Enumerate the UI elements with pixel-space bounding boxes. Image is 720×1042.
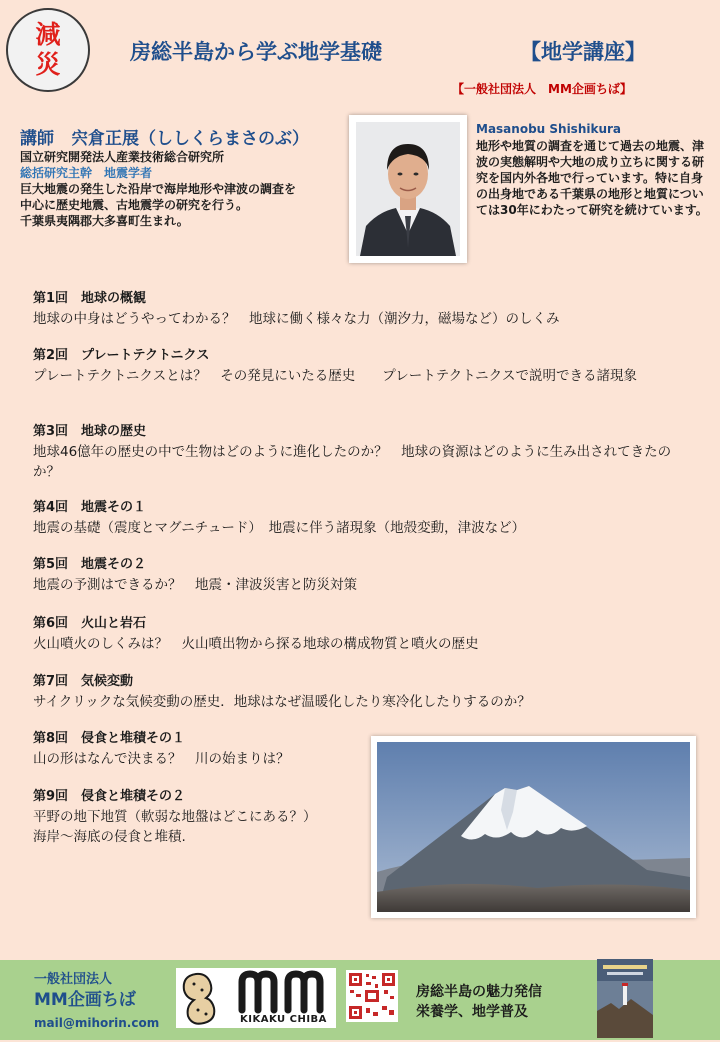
person-photo-icon (356, 122, 460, 256)
lecturer-affiliation: 国立研究開発法人産業技術総合研究所 (20, 150, 225, 164)
lecture-description: 地震の予測はできるか？ 地震・津波災害と防災対策 (33, 577, 357, 593)
disaster-badge (6, 8, 90, 92)
lecture-description: 地球の中身はどうやってわかる？ 地球に働く様々な力（潮汐力，磁場など）のしくみ (33, 311, 560, 327)
list-item (33, 555, 683, 595)
footer-tagline-1: 房総半島の魅力発信 (416, 984, 542, 1000)
lecture-title: 第7回 気候変動 (33, 674, 134, 689)
list-item (33, 672, 683, 712)
lecturer-bio-line-3: 千葉県夷隅郡大多喜町生まれ。 (20, 214, 189, 228)
mountain-photo (371, 736, 696, 918)
lecturer-heading: 講師 宍倉正展（ししくらまさのぶ） (20, 129, 309, 149)
footer-tagline-2: 栄養学、地学普及 (416, 1004, 528, 1020)
lecture-description: 地球46億年の歴史の中で生物はどのように進化したのか？ 地球の資源はどのように生み出されてきたのか？ (33, 444, 672, 480)
organizer-label: 【一般社団法人 MM企画ちば】 (452, 82, 632, 96)
list-item (33, 498, 683, 538)
lecture-description: 火山噴火のしくみは？ 火山噴出物から探る地球の構成物質と噴火の歴史 (33, 636, 479, 652)
list-item (33, 422, 683, 482)
book-cover (597, 959, 653, 1038)
lecturer-profile: 地形や地質の調査を通じて過去の地震、津波の実態解明や大地の成り立ちに関する研究を国内外各地で行っています。特に自身の出身地である千葉県の地形と地質については30年にわたって研究を続けています。 (476, 139, 708, 217)
lecturer-english-name: Masanobu Shishikura (476, 122, 622, 136)
lecturer-bio-line-1: 巨大地震の発生した沿岸で海岸地形や津波の調査を (20, 182, 297, 196)
footer-org-name: MM企画ちば (34, 990, 136, 1010)
list-item (33, 346, 683, 386)
qr-code-icon (346, 970, 398, 1022)
logo-text: KIKAKU CHIBA (240, 1014, 327, 1025)
lecture-title: 第3回 地球の歴史 (33, 424, 147, 439)
lecture-description: サイクリックな気候変動の歴史．地球はなぜ温暖化したり寒冷化したりするのか？ (33, 694, 531, 710)
list-item (33, 729, 363, 769)
list-item (33, 289, 683, 329)
lecture-title: 第4回 地震その１ (33, 500, 147, 515)
badge-char-1: 減 (35, 20, 61, 49)
page-title: 房総半島から学ぶ地学基礎 (130, 40, 382, 64)
footer-org-type: 一般社団法人 (34, 972, 113, 987)
lecture-description: 山の形はなんで決まる？ 川の始まりは？ (33, 751, 290, 767)
lecturer-photo (349, 115, 467, 263)
lecturer-position: 総括研究主幹 地震学者 (20, 166, 153, 180)
mm-logo (176, 968, 336, 1028)
lecture-title: 第5回 地震その２ (33, 557, 147, 572)
lecture-title: 第1回 地球の概観 (33, 291, 147, 306)
footer-email-link[interactable]: mail@mihorin.com (34, 1016, 160, 1030)
lecture-description: プレートテクトニクスとは？ その発見にいたる歴史 プレートテクトニクスで説明できる諸現象 (33, 368, 637, 384)
lecture-title: 第9回 侵食と堆積その２ (33, 789, 186, 804)
lecture-description: 地震の基礎（震度とマグニチュード） 地震に伴う諸現象（地殻変動，津波など） (33, 520, 526, 536)
lecture-description: 平野の地下地質（軟弱な地盤はどこにある？） 海岸～海底の侵食と堆積. (33, 809, 317, 845)
course-label: 【地学講座】 (520, 40, 646, 64)
qr-code[interactable] (346, 970, 398, 1022)
list-item (33, 614, 683, 654)
badge-char-2: 災 (35, 50, 61, 79)
lecture-title: 第2回 プレートテクトニクス (33, 348, 210, 363)
book-cover-icon (597, 959, 653, 1038)
lecturer-bio-line-2: 中心に歴史地震、古地震学の研究を行う。 (20, 198, 249, 212)
lecture-title: 第8回 侵食と堆積その１ (33, 731, 186, 746)
list-item (33, 787, 368, 847)
mount-fuji-icon (377, 742, 690, 912)
lecture-title: 第6回 火山と岩石 (33, 616, 147, 631)
